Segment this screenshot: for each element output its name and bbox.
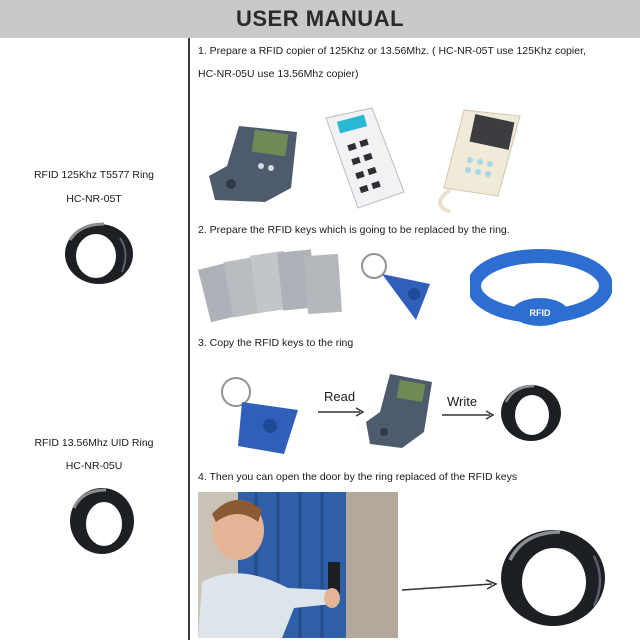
- ring1-name: RFID 125Khz T5577 Ring: [33, 169, 155, 181]
- step4-ring-image: [498, 526, 608, 630]
- rfid-keyfob-image: [356, 250, 438, 322]
- copier-lcd-image: [420, 104, 530, 216]
- rfid-cards-image: [198, 245, 348, 325]
- rfid-wristband-image: [470, 248, 612, 332]
- step3-copier-image: [362, 368, 438, 454]
- step3-text: 3. Copy the RFID keys to the ring: [198, 337, 354, 349]
- ring2-model: HC-NR-05U: [65, 460, 123, 472]
- step1-line2: HC-NR-05U use 13.56Mhz copier): [198, 68, 359, 80]
- door-photo-image: [198, 492, 398, 638]
- step1-line1: 1. Prepare a RFID copier of 125Khz or 13.56Mhz. ( HC-NR-05T use 125Khz copier,: [198, 45, 586, 57]
- copier-handheld-image: [205, 118, 305, 210]
- step2-text: 2. Prepare the RFID keys which is going to be replaced by the ring.: [198, 224, 510, 236]
- ring1-image: [60, 218, 138, 290]
- read-arrow-icon: [316, 406, 366, 418]
- step3-ring-image: [498, 382, 564, 444]
- wristband-label: RFID: [529, 308, 551, 318]
- step3-keyfob-image: [214, 372, 310, 456]
- column-divider: [188, 38, 190, 640]
- read-label: Read: [324, 389, 356, 404]
- write-arrow-icon: [440, 409, 496, 421]
- page-title: USER MANUAL: [235, 6, 405, 31]
- write-label: Write: [447, 394, 478, 409]
- copier-keypad-image: [318, 104, 408, 214]
- header-bar: [0, 0, 640, 38]
- step4-text: 4. Then you can open the door by the ring replaced of the RFID keys: [198, 471, 518, 483]
- ring2-name: RFID 13.56Mhz UID Ring: [34, 437, 154, 449]
- door-to-ring-arrow-icon: [400, 570, 500, 594]
- ring1-model: HC-NR-05T: [66, 193, 122, 205]
- ring2-image: [66, 484, 138, 558]
